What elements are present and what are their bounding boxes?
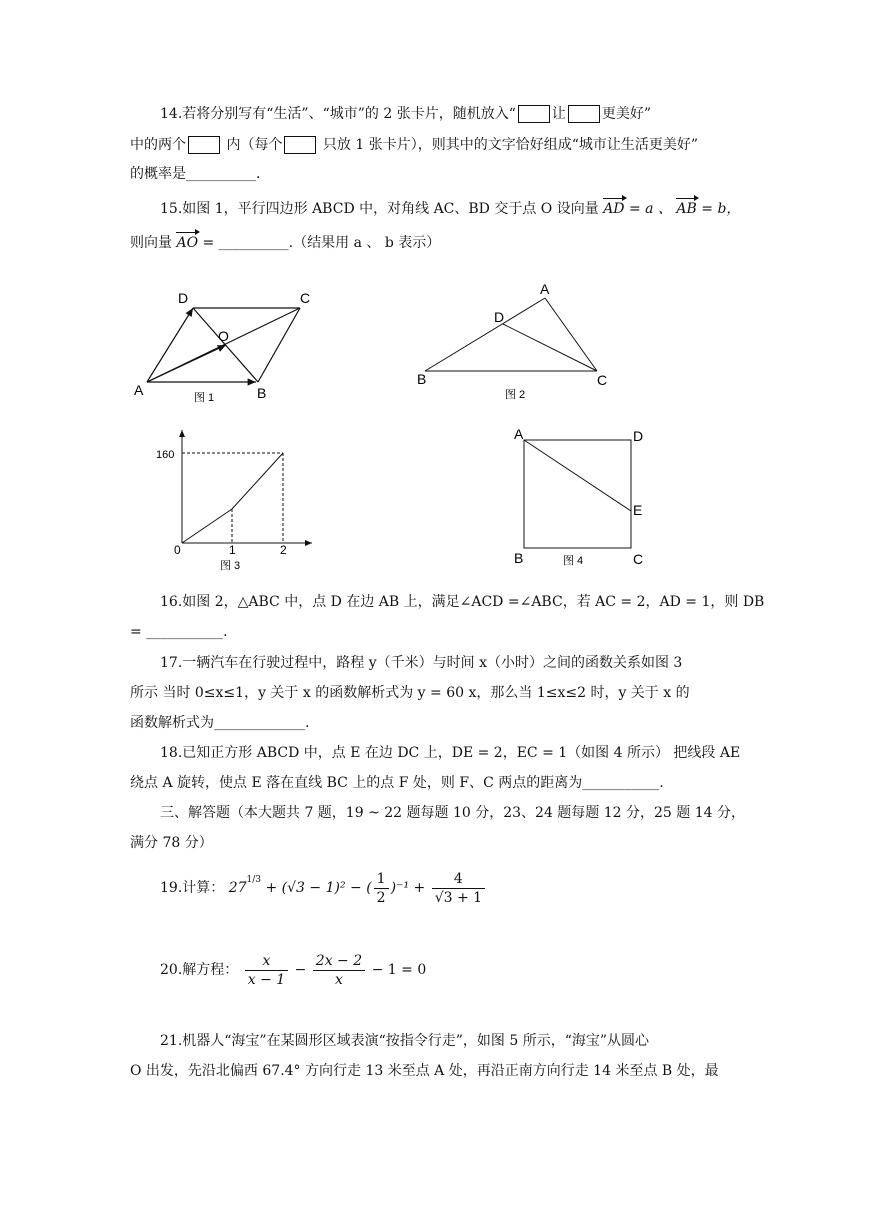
q19-half bbox=[374, 870, 389, 907]
q14-text-2c: 只放 1 张卡片），则其中的文字恰好组成“城市让生活更美好” bbox=[322, 137, 699, 153]
q18-line-1: 18.已知正方形 ABCD 中，点 E 在边 DC 上，DE = 2，EC = 1（如图 4 所示） 把线段 AE bbox=[160, 745, 741, 761]
q15-text-2a: 则向量 bbox=[130, 235, 172, 251]
section-3-heading-2: 满分 78 分） bbox=[130, 835, 213, 851]
q14-text-1a: 14.若将分别写有“生活”、“城市”的 2 张卡片，随机放入“ bbox=[160, 106, 516, 122]
side-cb bbox=[258, 308, 300, 382]
q17-line-1: 17.一辆汽车在行驶过程中，路程 y（千米）与时间 x（小时）之间的函数关系如图 3 bbox=[160, 655, 683, 671]
fig4-label-b: B bbox=[514, 550, 524, 566]
fig1-label-o: O bbox=[218, 328, 229, 344]
q20-label: 20.解方程： bbox=[160, 962, 239, 978]
fig2-label-d: D bbox=[494, 309, 505, 325]
q19-half-num: 1 bbox=[374, 870, 389, 889]
q19-exponent: 1/3 bbox=[246, 875, 262, 885]
blank-box-1 bbox=[518, 105, 550, 123]
fig2-label-a: A bbox=[540, 281, 550, 297]
blank-box-3 bbox=[188, 136, 220, 154]
q14-line-2 bbox=[130, 135, 698, 155]
q15-text-2b: = __________.（结果用 a 、 b 表示） bbox=[202, 235, 441, 251]
q15-text-1a: 15.如图 1，平行四边形 ABCD 中，对角线 AC、BD 交于点 O 设向量 bbox=[160, 201, 599, 217]
q15-eq-b: = b， bbox=[701, 201, 741, 217]
q17-line-2: 所示 当时 0≤x≤1，y 关于 x 的函数解析式为 y = 60 x，那么当 1≤x≤2 时，y 关于 x 的 bbox=[130, 685, 690, 701]
vector-ao: AO bbox=[176, 235, 199, 251]
q20-f1-num: x bbox=[245, 952, 288, 971]
vector-ab: AB bbox=[676, 201, 697, 217]
fig3-xtick-0: 0 bbox=[174, 543, 181, 557]
q15-eq-a: = a 、 bbox=[628, 201, 672, 217]
q14-text-1b: 让 bbox=[551, 106, 566, 122]
blank-box-4 bbox=[284, 136, 316, 154]
q19-fraction bbox=[432, 870, 485, 907]
q20-line bbox=[160, 950, 426, 990]
q20-fraction-2 bbox=[313, 952, 365, 989]
fig3-xtick-2: 2 bbox=[280, 543, 287, 557]
q21-line-1: 21.机器人“海宝”在某圆形区域表演“按指令行走”，如图 5 所示，“海宝”从圆心 bbox=[160, 1033, 650, 1049]
fig3-ytick-160: 160 bbox=[156, 449, 175, 461]
fig4-label-a: A bbox=[514, 426, 524, 442]
q16-line-2: = ___________. bbox=[130, 624, 228, 640]
blank-box-2 bbox=[568, 105, 600, 123]
figures bbox=[0, 275, 869, 605]
q17-line-3: 函数解析式为_____________. bbox=[130, 715, 310, 731]
q21-line-2: O 出发，先沿北偏西 67.4° 方向行走 13 米至点 A 处，再沿正南方向行走 14 米至点 B 处，最 bbox=[130, 1063, 719, 1079]
q15-line-2 bbox=[130, 233, 440, 253]
fig2-label-c: C bbox=[597, 372, 608, 388]
fig4-label-c: C bbox=[633, 551, 644, 567]
fig4-label-d: D bbox=[633, 428, 644, 444]
diagonal-bd bbox=[193, 308, 258, 382]
fig3-xtick-1: 1 bbox=[229, 543, 236, 557]
q15-line-1 bbox=[160, 199, 740, 219]
q18-line-2: 绕点 A 旋转，使点 E 落在直线 BC 上的点 F 处，则 F、C 两点的距离为___________. bbox=[130, 775, 664, 791]
fig2-label-b: B bbox=[417, 371, 427, 387]
q19-term-3: )⁻¹ + bbox=[390, 880, 426, 896]
fig1-label-b: B bbox=[257, 385, 267, 401]
figure-4 bbox=[524, 440, 631, 548]
q19-term-2: + (√3 − 1)² − ( bbox=[265, 880, 372, 896]
q20-f1-den: x − 1 bbox=[247, 971, 286, 988]
fig1-label-c: C bbox=[300, 290, 311, 306]
q14-text-2a: 中的两个 bbox=[130, 137, 186, 153]
section-3-heading: 三、解答题（本大题共 7 题，19 ~ 22 题每题 10 分，23、24 题每题 12 分，25 题 14 分， bbox=[160, 805, 746, 821]
figure-3 bbox=[182, 430, 312, 543]
q20-f2-den: x bbox=[335, 971, 343, 988]
q16-line-1: 16.如图 2，△ABC 中，点 D 在边 AB 上，满足∠ACD =∠ABC，若 AC = 2，AD = 1，则 DB bbox=[160, 594, 765, 610]
q19-frac-den: √3 + 1 bbox=[434, 889, 483, 906]
vector-ad: AD bbox=[603, 201, 625, 217]
q20-fraction-1 bbox=[245, 952, 288, 989]
q19-frac-num: 4 bbox=[432, 870, 485, 889]
q20-tail: − 1 = 0 bbox=[371, 962, 427, 978]
fig3-caption: 图 3 bbox=[220, 560, 241, 572]
fig1-label-a: A bbox=[134, 382, 144, 398]
figure-1 bbox=[147, 308, 300, 382]
q19-base: 27 bbox=[228, 880, 247, 896]
fig1-caption: 图 1 bbox=[194, 392, 215, 404]
q20-minus: − bbox=[294, 962, 307, 978]
q19-label: 19.计算： bbox=[160, 880, 225, 896]
q19-line bbox=[160, 868, 487, 910]
q14-line-1 bbox=[160, 104, 651, 124]
fig1-label-d: D bbox=[178, 290, 189, 306]
fig2-caption: 图 2 bbox=[505, 389, 526, 401]
q20-f2-num: 2x − 2 bbox=[313, 952, 365, 971]
q14-line-3: 的概率是__________. bbox=[130, 166, 261, 182]
q19-half-den: 2 bbox=[376, 889, 386, 906]
fig4-label-e: E bbox=[633, 502, 643, 518]
fig4-caption: 图 4 bbox=[563, 555, 584, 567]
q14-text-2b: 内（每个 bbox=[226, 137, 283, 153]
figure-2 bbox=[425, 298, 597, 371]
q14-text-1c: 更美好” bbox=[601, 106, 652, 122]
